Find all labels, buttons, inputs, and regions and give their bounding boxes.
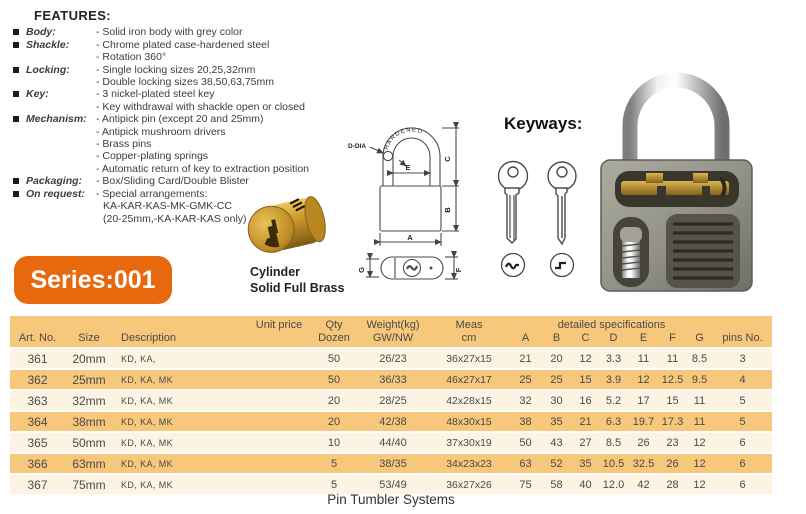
dim-label-f: F (454, 267, 463, 273)
table-cell: 26 (666, 457, 679, 470)
feature-lines (96, 26, 348, 38)
table-cell: 20 (327, 415, 341, 428)
table-cell: 42 (637, 478, 650, 491)
series-badge-label: Series:001 (30, 265, 156, 294)
header-text: Meas (455, 318, 483, 331)
column-header-description (113, 316, 248, 347)
column-header-a: A (521, 332, 530, 344)
header-text: detailed specifications (557, 319, 666, 331)
cylinder-caption-line1: Cylinder (250, 265, 301, 279)
spec-letters (510, 332, 713, 345)
table-cell: KD, KA, MK (121, 458, 174, 469)
feature-label-text: Mechanism: (26, 113, 87, 126)
table-cell: 10.5 (602, 457, 625, 470)
table-cell: 12 (693, 436, 706, 449)
keyways-title: Keyways: (504, 114, 583, 133)
keyway-profile-1-icon (500, 252, 526, 278)
table-cell: 20mm (72, 351, 106, 366)
feature-line: - Automatic return of key to extraction position (96, 162, 310, 175)
table-cell: 37x30x19 (446, 436, 492, 449)
table-cell: 8.5 (605, 436, 622, 449)
table-cell: 5 (330, 478, 338, 491)
feature-label-text: On request: (26, 187, 85, 200)
table-cell: 16 (579, 394, 592, 407)
feature-label (12, 39, 96, 51)
feature-lines (96, 64, 348, 89)
table-cell: 17 (637, 394, 650, 407)
table-cell: 43 (550, 436, 563, 449)
feature-label (12, 175, 96, 187)
table-cell: 366 (27, 456, 48, 471)
column-header-e: E (639, 332, 648, 344)
column-header-c: C (581, 332, 590, 344)
table-cell: 363 (27, 393, 48, 408)
dim-label-a: A (407, 233, 413, 242)
table-cell: 12 (693, 478, 706, 491)
feature-line: KA-KAR-KAS-MK-GMK-CC (103, 200, 232, 213)
column-group-detailed-specifications (510, 316, 713, 347)
table-cell: 58 (550, 478, 563, 491)
table-cell: 50 (327, 352, 341, 365)
table-header (10, 316, 772, 347)
key-blank-2-icon (542, 160, 582, 246)
table-cell: 15 (666, 394, 679, 407)
table-row (10, 370, 772, 389)
table-cell: 11 (693, 394, 706, 407)
header-text: Unit price (255, 319, 303, 331)
table-cell: 63mm (72, 456, 106, 471)
table-cell: 26/23 (379, 352, 407, 365)
bullet-square-icon (13, 29, 19, 35)
table-body (10, 349, 772, 494)
feature-line: - Key withdrawal with shackle open or closed (96, 100, 305, 113)
keyway-item-1 (491, 160, 535, 278)
table-cell: 5.2 (605, 394, 622, 407)
table-cell: 8.5 (691, 352, 708, 365)
feature-line: - Copper-plating springs (96, 150, 209, 163)
header-text: Qty (325, 318, 343, 331)
table-cell: 361 (27, 351, 48, 366)
header-text: Size (78, 332, 100, 344)
keyway-profile-2-icon (549, 252, 575, 278)
feature-item (12, 113, 348, 175)
table-cell: 6 (739, 478, 746, 491)
table-row (10, 412, 772, 431)
header-text: pins No. (722, 332, 763, 344)
bullet-square-icon (13, 191, 19, 197)
bullet-square-icon (13, 178, 19, 184)
table-cell: 5 (330, 457, 338, 470)
table-cell: 5 (739, 415, 746, 428)
table-cell: 38mm (72, 414, 106, 429)
dim-label-b: B (443, 207, 452, 213)
dim-label-e: E (405, 163, 411, 172)
table-cell: 3 (739, 352, 746, 365)
table-cell: KD, KA, MK (121, 395, 174, 406)
cylinder-caption-line2: Solid Full Brass (250, 281, 345, 295)
table-row (10, 349, 772, 368)
table-cell: 21 (579, 415, 592, 428)
table-cell: 36/33 (379, 373, 407, 386)
features-title: FEATURES: (34, 8, 112, 23)
feature-item (12, 39, 348, 64)
feature-line: - Rotation 360° (96, 51, 167, 64)
dim-label-g: G (357, 267, 366, 273)
table-cell: 40 (579, 478, 592, 491)
feature-label-text: Packaging: (26, 175, 83, 188)
table-cell: 48x30x15 (446, 415, 492, 428)
table-cell: 36x27x26 (446, 478, 492, 491)
table-cell: 6.3 (605, 415, 622, 428)
table-cell: 36x27x15 (446, 352, 492, 365)
table-cell: 28/25 (379, 394, 407, 407)
table-cell: KD, KA, MK (121, 374, 174, 385)
feature-line: - Special arrangements: (96, 187, 208, 200)
feature-label (12, 113, 96, 125)
table-cell: 10 (327, 436, 341, 449)
table-cell: 12 (579, 352, 592, 365)
header-text: Description (121, 332, 177, 344)
table-cell: 75 (519, 478, 532, 491)
table-cell: 27 (579, 436, 592, 449)
table-cell: 11 (693, 415, 706, 428)
table-cell: 38/35 (379, 457, 407, 470)
table-cell: 53/49 (379, 478, 407, 491)
table-cell: 23 (666, 436, 679, 449)
table-cell: 35 (550, 415, 563, 428)
table-cell: KD, KA, MK (121, 479, 174, 490)
table-cell: 50mm (72, 435, 106, 450)
padlock-cutaway-icon (594, 40, 796, 302)
table-row (10, 391, 772, 410)
cylinder-caption (250, 264, 344, 296)
dimension-diagram (346, 110, 476, 315)
table-cell: 15 (579, 373, 592, 386)
table-cell: 3.9 (605, 373, 622, 386)
brass-cylinder-icon (244, 186, 336, 264)
feature-item (12, 26, 348, 38)
table-cell: 32.5 (632, 457, 655, 470)
table-cell: 19.7 (632, 415, 655, 428)
column-header-unit-price (248, 316, 310, 347)
table-cell: 42/38 (379, 415, 407, 428)
key-blank-1-icon (491, 160, 535, 246)
table-cell: 365 (27, 435, 48, 450)
table-cell: 35 (579, 457, 592, 470)
page-footer: Pin Tumbler Systems (327, 492, 455, 507)
table-cell: KD, KA, (121, 353, 156, 364)
table-cell: 17.3 (661, 415, 684, 428)
feature-lines (96, 88, 348, 113)
table-cell: 20 (550, 352, 563, 365)
padlock-dimension-drawing-icon (346, 110, 476, 310)
feature-lines (96, 113, 348, 175)
table-cell: 21 (519, 352, 532, 365)
table-cell: 12.0 (602, 478, 625, 491)
table-cell: 42x28x15 (446, 394, 492, 407)
feature-label (12, 64, 96, 76)
table-cell: 44/40 (379, 436, 407, 449)
feature-label-text: Shackle: (26, 38, 70, 51)
column-header-meas (428, 316, 510, 347)
column-header-pins (713, 316, 772, 347)
feature-line: (20-25mm,-KA-KAR-KAS only) (103, 212, 247, 225)
table-cell: 34x23x23 (446, 457, 492, 470)
table-cell: KD, KA, MK (121, 437, 174, 448)
table-cell: 4 (739, 373, 746, 386)
feature-line: - Antipick pin (except 20 and 25mm) (96, 113, 264, 126)
padlock-photo (594, 40, 796, 307)
table-cell: 52 (550, 457, 563, 470)
feature-label-text: Body: (26, 26, 56, 39)
dim-label-c: C (443, 156, 452, 162)
table-cell: 5 (739, 394, 746, 407)
table-cell: 32mm (72, 393, 106, 408)
feature-label (12, 26, 96, 38)
table-cell: 6 (739, 457, 746, 470)
table-cell: 30 (550, 394, 563, 407)
table-cell: 28 (666, 478, 679, 491)
bullet-square-icon (13, 67, 19, 73)
feature-line: - Chrome plated case-hardened steel (96, 38, 270, 51)
feature-label (12, 188, 96, 200)
table-cell: KD, KA, MK (121, 416, 174, 427)
header-text: Weight(kg) (366, 318, 420, 331)
column-header-b: B (552, 332, 561, 344)
table-cell: 25 (519, 373, 532, 386)
table-row (10, 433, 772, 452)
table-cell: 364 (27, 414, 48, 429)
column-header-g: G (695, 332, 704, 344)
series-badge (14, 256, 172, 304)
table-cell: 3.3 (605, 352, 622, 365)
table-cell: 32 (519, 394, 532, 407)
feature-line: - Antipick mushroom drivers (96, 125, 226, 138)
feature-line: - 3 nickel-plated steel key (96, 88, 215, 101)
feature-line: - Single locking sizes 20,25,32mm (96, 63, 256, 76)
bullet-square-icon (13, 42, 19, 48)
table-cell: 50 (327, 373, 341, 386)
table-cell: 362 (27, 372, 48, 387)
keyways-section (491, 160, 582, 278)
cylinder-image (244, 186, 336, 269)
keyway-item-2 (542, 160, 582, 278)
table-cell: 9.5 (691, 373, 708, 386)
feature-line: - Double locking sizes 38,50,63,75mm (96, 76, 275, 89)
dim-label-d-dia: D-DIA (348, 143, 367, 150)
bullet-square-icon (13, 91, 19, 97)
header-text: Art. No. (18, 332, 57, 344)
spec-table (10, 316, 772, 496)
table-cell: 50 (519, 436, 532, 449)
table-cell: 25mm (72, 372, 106, 387)
table-cell: 38 (519, 415, 532, 428)
table-cell: 63 (519, 457, 532, 470)
feature-label-text: Locking: (26, 63, 70, 76)
column-header-d: D (609, 332, 618, 344)
header-text: GW/NW (372, 331, 414, 344)
column-header-art-no (10, 316, 65, 347)
table-cell: 11 (637, 352, 650, 365)
column-header-qty-dozen (310, 316, 358, 347)
column-header-f: F (669, 332, 676, 344)
table-cell: 6 (739, 436, 746, 449)
feature-item (12, 88, 348, 113)
bullet-square-icon (13, 116, 19, 122)
header-text: cm (461, 331, 477, 344)
column-header-size (65, 316, 113, 347)
feature-label (12, 88, 96, 100)
table-cell: 367 (27, 477, 48, 492)
table-cell: 11 (666, 352, 679, 365)
table-cell: 12 (637, 373, 650, 386)
feature-line: - Box/Sliding Card/Double Blister (96, 175, 249, 188)
table-cell: 25 (550, 373, 563, 386)
table-cell: 26 (637, 436, 650, 449)
table-cell: 12 (693, 457, 706, 470)
dim-label-hardened: HARDENED (383, 127, 424, 151)
table-cell: 20 (327, 394, 341, 407)
feature-line: - Brass pins (96, 138, 152, 151)
table-cell: 12.5 (661, 373, 684, 386)
feature-lines (96, 39, 348, 64)
feature-line: - Solid iron body with grey color (96, 26, 243, 39)
table-cell: 46x27x17 (446, 373, 492, 386)
table-row (10, 454, 772, 473)
column-header-weight (358, 316, 428, 347)
table-cell: 75mm (72, 477, 106, 492)
feature-label-text: Key: (26, 88, 49, 101)
feature-item (12, 64, 348, 89)
header-text: Dozen (318, 331, 350, 344)
